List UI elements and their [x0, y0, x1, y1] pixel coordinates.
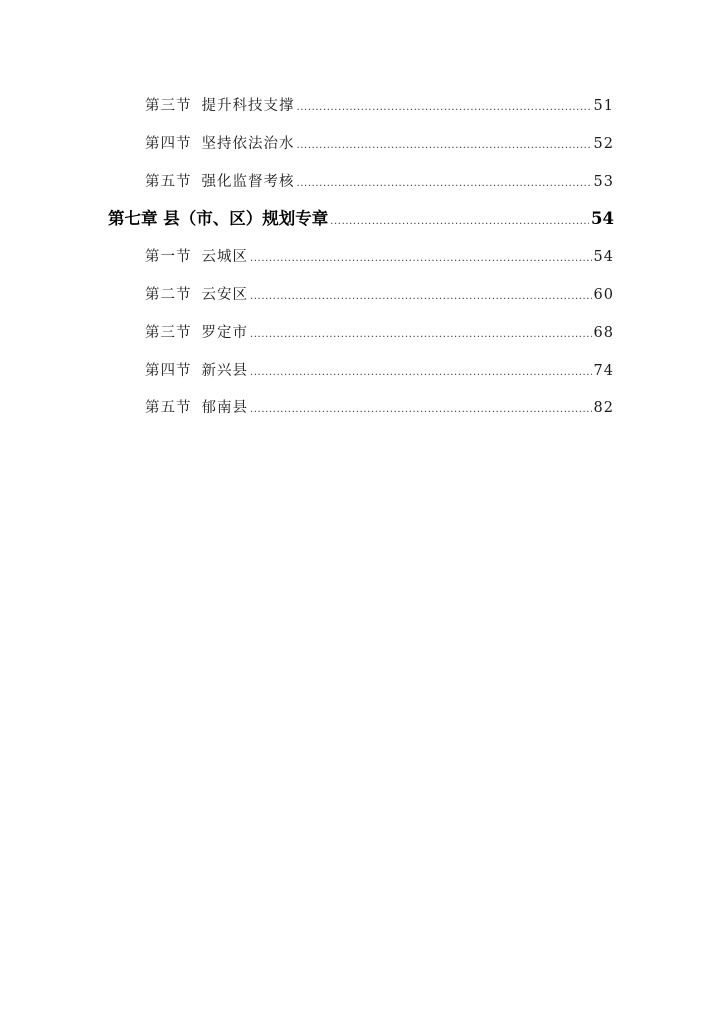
- chapter-title: 第七章 县（市、区）规划专章: [108, 209, 329, 229]
- section-title: 郁南县: [201, 400, 248, 417]
- toc-entry-section[interactable]: [108, 319, 614, 357]
- page-number: 54: [591, 209, 614, 229]
- dot-leader: [330, 208, 589, 236]
- toc-entry-section[interactable]: [108, 243, 614, 281]
- page-number: 51: [593, 98, 614, 114]
- page-number: 60: [593, 286, 614, 303]
- page-number: 52: [593, 135, 614, 152]
- dot-leader: [297, 94, 592, 122]
- page-number: 82: [593, 400, 614, 417]
- page-number: 53: [593, 173, 614, 190]
- table-of-contents: [108, 92, 614, 432]
- section-number: 第五节: [145, 400, 192, 417]
- section-number: 第二节: [145, 286, 192, 303]
- dot-leader: [250, 283, 592, 311]
- page-number: 74: [593, 362, 614, 379]
- section-title: 坚持依法治水: [201, 135, 295, 152]
- toc-entry-section[interactable]: [108, 394, 614, 432]
- section-title: 罗定市: [201, 324, 248, 341]
- dot-leader: [297, 170, 592, 198]
- dot-leader: [297, 132, 592, 160]
- toc-entry-section[interactable]: [108, 130, 614, 168]
- section-title: 新兴县: [201, 362, 248, 379]
- dot-leader: [250, 245, 592, 273]
- section-title: 云安区: [201, 286, 248, 303]
- section-number: 第五节: [145, 173, 192, 190]
- section-title: 云城区: [201, 249, 248, 266]
- section-number: 第三节: [145, 324, 192, 341]
- section-title: 提升科技支撑: [201, 98, 295, 114]
- dot-leader: [250, 321, 592, 349]
- toc-entry-section[interactable]: [108, 357, 614, 395]
- dot-leader: [250, 359, 592, 387]
- section-title: 强化监督考核: [201, 173, 295, 190]
- section-number: 第四节: [145, 135, 192, 152]
- page-number: 54: [593, 249, 614, 266]
- toc-entry-section[interactable]: [108, 168, 614, 206]
- dot-leader: [250, 396, 592, 424]
- toc-entry-chapter[interactable]: [108, 205, 614, 243]
- toc-entry-section[interactable]: [108, 281, 614, 319]
- toc-entry-section[interactable]: [108, 92, 614, 130]
- section-number: 第一节: [145, 249, 192, 266]
- page-number: 68: [593, 324, 614, 341]
- section-number: 第三节: [145, 98, 192, 114]
- section-number: 第四节: [145, 362, 192, 379]
